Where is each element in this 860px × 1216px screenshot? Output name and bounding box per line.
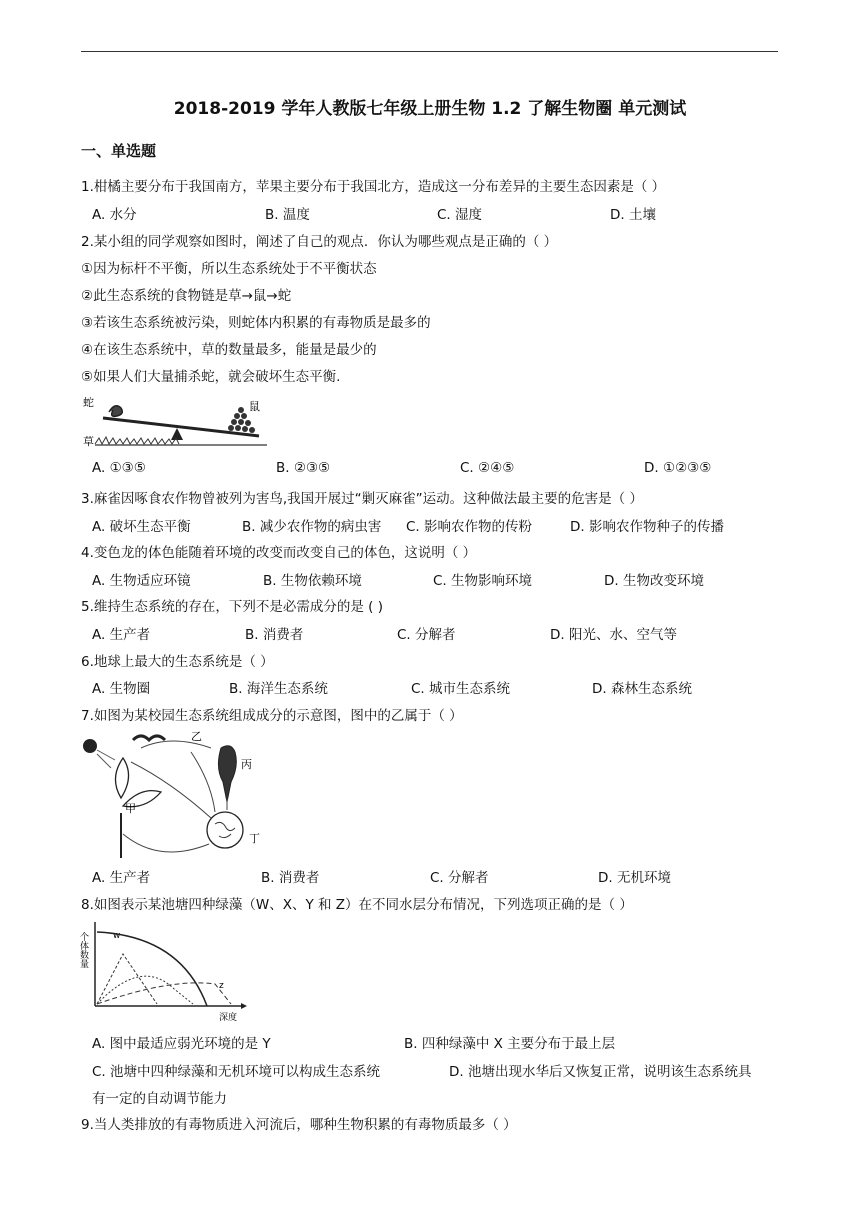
q5-option-c[interactable]: C. 分解者 [397, 627, 456, 643]
q7-fig-yi: 乙 [191, 730, 202, 743]
q3-option-d[interactable]: D. 影响农作物种子的传播 [570, 519, 724, 535]
q1-option-d[interactable]: D. 土壤 [610, 207, 656, 223]
leaf-shape [115, 758, 128, 798]
decomposer-circle [207, 812, 243, 848]
header-rule [81, 51, 778, 52]
q3-option-b[interactable]: B. 减少农作物的病虫害 [242, 519, 382, 535]
q8-fig-ylabel: 个体数量 [78, 932, 88, 968]
grass-line [95, 437, 179, 444]
q2-option-d[interactable]: D. ①②③⑤ [644, 460, 712, 476]
q7-fig-bing: 丙 [241, 758, 252, 771]
q8-fig-xlabel: 深度 [219, 1013, 238, 1023]
q8-stem: 8.如图表示某池塘四种绿藻（W、X、Y 和 Z）在不同水层分布情况，下列选项正确的是（ ） [81, 897, 633, 913]
q8-option-d-cont: 有一定的自动调节能力 [92, 1091, 227, 1107]
q7-option-d[interactable]: D. 无机环境 [598, 870, 671, 886]
q9-stem: 9.当人类排放的有毒物质进入河流后，哪种生物积累的有毒物质最多（ ） [81, 1117, 517, 1133]
q2-statement-3: ③若该生态系统被污染，则蛇体内积累的有毒物质是最多的 [81, 315, 431, 331]
curve-x [97, 954, 157, 1004]
q5-option-b[interactable]: B. 消费者 [245, 627, 304, 643]
q2-fig-mouse-label: 鼠 [249, 400, 260, 413]
q1-option-b[interactable]: B. 温度 [265, 207, 310, 223]
q2-statement-4: ④在该生态系统中，草的数量最多，能量是最少的 [81, 342, 377, 358]
q1-option-a[interactable]: A. 水分 [92, 207, 137, 223]
q4-option-a[interactable]: A. 生物适应环镜 [92, 573, 191, 589]
q7-option-a[interactable]: A. 生产者 [92, 870, 151, 886]
q3-option-c[interactable]: C. 影响农作物的传粉 [406, 519, 533, 535]
q6-option-a[interactable]: A. 生物圈 [92, 681, 151, 697]
q5-option-d[interactable]: D. 阳光、水、空气等 [550, 627, 677, 643]
q2-fig-snake-label: 蛇 [83, 396, 94, 409]
q2-option-a[interactable]: A. ①③⑤ [92, 460, 146, 476]
q4-option-c[interactable]: C. 生物影响环境 [433, 573, 533, 589]
q8-fig-z: z [219, 981, 224, 991]
curve-z [97, 983, 231, 1004]
page-title: 2018-2019 学年人教版七年级上册生物 1.2 了解生物圈 单元测试 [173, 99, 687, 119]
q6-stem: 6.地球上最大的生态系统是（ ） [81, 654, 274, 670]
q4-option-d[interactable]: D. 生物改变环境 [604, 573, 704, 589]
q5-option-a[interactable]: A. 生产者 [92, 627, 151, 643]
bird-shape [218, 746, 236, 802]
q8-option-b[interactable]: B. 四种绿藻中 X 主要分布于最上层 [404, 1036, 616, 1052]
curve-w [97, 932, 207, 1006]
q2-fig-grass-label: 草 [83, 435, 94, 448]
q2-option-b[interactable]: B. ②③⑤ [276, 460, 331, 476]
q6-option-c[interactable]: C. 城市生态系统 [411, 681, 511, 697]
q2-stem: 2.某小组的同学观察如图时，阐述了自己的观点．你认为哪些观点是正确的（ ） [81, 234, 558, 250]
sun-icon [83, 739, 97, 753]
q1-stem: 1.柑橘主要分布于我国南方，苹果主要分布于我国北方，造成这一分布差异的主要生态因素是（ ） [81, 179, 666, 195]
q2-statement-2: ②此生态系统的食物链是草→鼠→蛇 [81, 288, 292, 304]
q8-fig-w: w [113, 931, 121, 941]
q3-option-a[interactable]: A. 破坏生态平衡 [92, 519, 191, 535]
q7-option-b[interactable]: B. 消费者 [261, 870, 320, 886]
q7-fig-jia: 甲 [125, 802, 136, 815]
q5-stem: 5.维持生态系统的存在，下列不是必需成分的是 ( ) [81, 599, 383, 615]
section-heading: 一、单选题 [81, 142, 157, 160]
q2-option-c[interactable]: C. ②④⑤ [460, 460, 515, 476]
seesaw-fulcrum [171, 428, 183, 440]
q7-fig-ding: 丁 [249, 832, 260, 845]
q2-statement-1: ①因为标杆不平衡，所以生态系统处于不平衡状态 [81, 261, 377, 277]
q3-stem: 3.麻雀因啄食农作物曾被列为害鸟,我国开展过“剿灭麻雀”运动。这种做法最主要的危害是（ ） [81, 491, 643, 507]
algae-depth-figure [78, 918, 251, 1024]
ecosystem-cycle-figure [81, 728, 271, 858]
q1-option-c[interactable]: C. 湿度 [437, 207, 483, 223]
q8-option-a[interactable]: A. 图中最适应弱光环境的是 Y [92, 1036, 271, 1052]
q4-stem: 4.变色龙的体色能随着环境的改变而改变自己的体色，这说明（ ） [81, 545, 477, 561]
q8-option-c[interactable]: C. 池塘中四种绿藻和无机环境可以构成生态系统 [92, 1064, 381, 1080]
q7-option-c[interactable]: C. 分解者 [430, 870, 489, 886]
q7-stem: 7.如图为某校园生态系统组成成分的示意图，图中的乙属于（ ） [81, 708, 463, 724]
q2-statement-5: ⑤如果人们大量捕杀蛇，就会破坏生态平衡. [81, 369, 341, 385]
caterpillar-shape [133, 736, 165, 740]
q4-option-b[interactable]: B. 生物依赖环境 [263, 573, 362, 589]
q6-option-d[interactable]: D. 森林生态系统 [592, 681, 692, 697]
seesaw-figure [81, 392, 271, 452]
q6-option-b[interactable]: B. 海洋生态系统 [229, 681, 328, 697]
q8-option-d[interactable]: D. 池塘出现水华后又恢复正常，说明该生态系统具 [449, 1064, 752, 1080]
snake-shape [109, 406, 122, 417]
